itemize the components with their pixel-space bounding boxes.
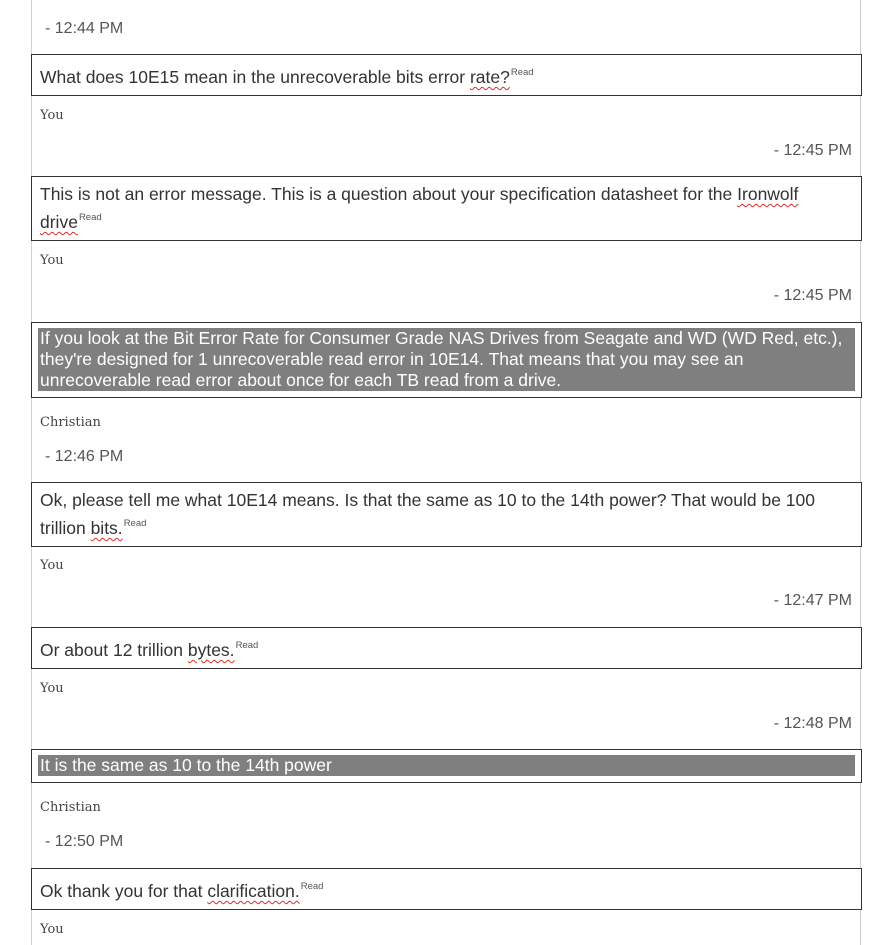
message-text: Ok, please tell me what 10E14 means. Is that the same as 10 to the 14th power? That would be 100 trillion <box>40 490 816 538</box>
sender-name: You <box>40 558 64 573</box>
sender-name: You <box>40 108 64 123</box>
user-message <box>31 482 862 547</box>
timestamp: - 12:47 PM <box>773 592 852 609</box>
timestamp: - 12:46 PM <box>45 448 124 465</box>
misspelled-word: clarification. <box>207 881 300 901</box>
message-text: What does 10E15 mean in the unrecoverable bits error <box>40 67 470 87</box>
misspelled-word: Ironwolf drive <box>40 184 799 232</box>
sender-name: You <box>40 922 64 937</box>
misspelled-word: bytes. <box>187 640 235 660</box>
message-text: It is the same as 10 to the 14th power <box>38 755 855 776</box>
message-text: This is not an error message. This is a question about your specification datasheet for the <box>40 184 738 204</box>
sender-name: You <box>40 253 64 268</box>
read-receipt: Read <box>123 518 147 529</box>
user-message <box>31 54 862 96</box>
read-receipt: Read <box>300 881 324 892</box>
user-message <box>31 868 862 910</box>
timestamp: - 12:44 PM <box>45 20 124 37</box>
sender-name: You <box>40 681 64 696</box>
read-receipt: Read <box>510 67 534 78</box>
read-receipt: Read <box>78 212 102 223</box>
agent-message <box>31 749 862 783</box>
message-text: Or about 12 trillion <box>40 640 188 660</box>
timestamp: - 12:45 PM <box>773 142 852 159</box>
timestamp: - 12:50 PM <box>45 833 124 850</box>
chat-transcript-panel <box>31 0 861 945</box>
sender-name: Christian <box>40 800 101 815</box>
misspelled-word: rate? <box>469 67 510 87</box>
user-message <box>31 627 862 669</box>
read-receipt: Read <box>235 640 259 651</box>
misspelled-word: bits. <box>90 518 123 538</box>
user-message <box>31 176 862 241</box>
timestamp: - 12:45 PM <box>773 287 852 304</box>
message-text: If you look at the Bit Error Rate for Consumer Grade NAS Drives from Seagate and WD (WD Red, etc.), they're designed for 1 unrecoverable read error in 10E14. That means that you may see an unrecoverable read error about once for each TB read from a drive. <box>38 328 855 391</box>
agent-message <box>31 322 862 398</box>
timestamp: - 12:48 PM <box>773 715 852 732</box>
sender-name: Christian <box>40 415 101 430</box>
message-text: Ok thank you for that <box>40 881 208 901</box>
